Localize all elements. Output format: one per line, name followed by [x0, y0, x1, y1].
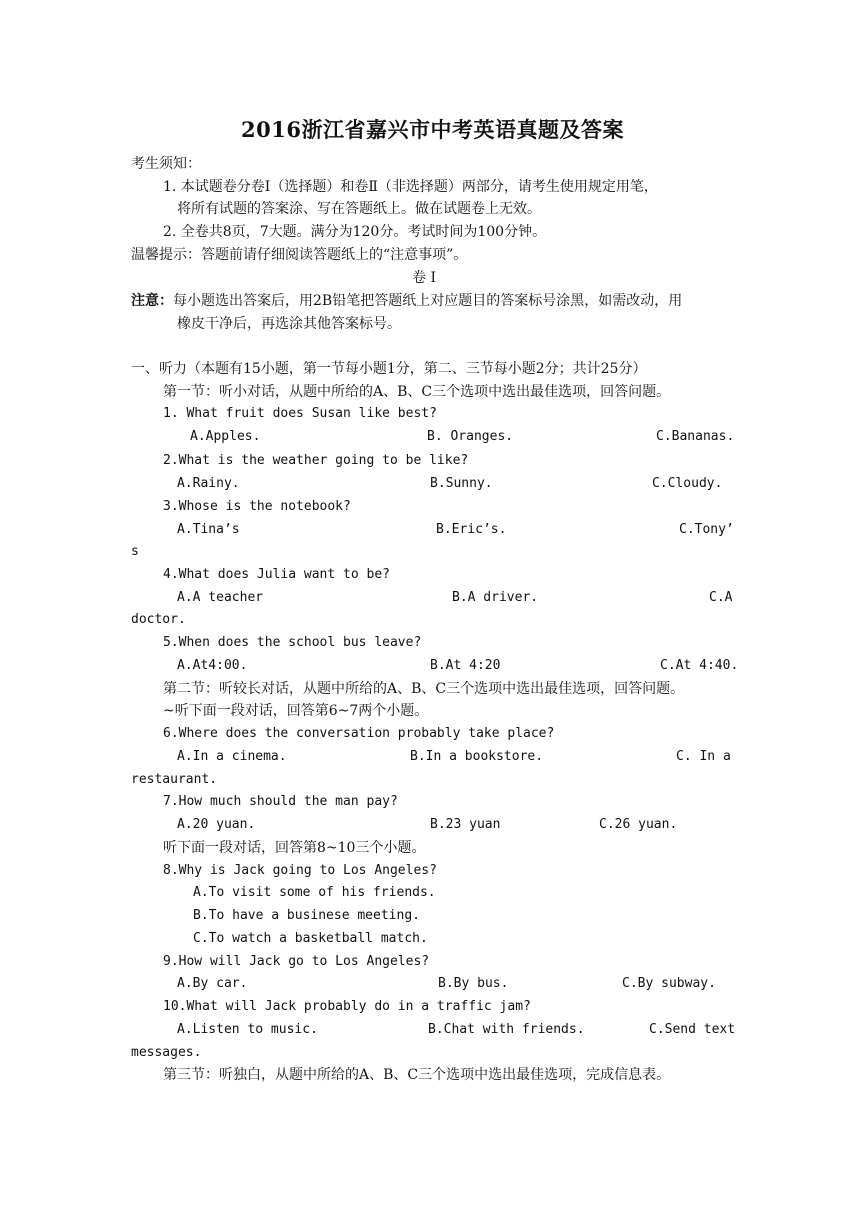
part1-instruction: 第一节：听小对话，从题中所给的A、B、C三个选项中选出最佳选项，回答问题。: [163, 384, 671, 400]
question-10-option-b: B.Chat with friends.: [428, 1022, 585, 1037]
notice-item-1: 1. 本试题卷分卷Ⅰ（选择题）和卷Ⅱ（非选择题）两部分，请考生使用规定用笔，: [163, 179, 658, 195]
question-1-option-c: C.Bananas.: [656, 429, 735, 444]
question-2-option-c: C.Cloudy.: [652, 476, 723, 491]
question-5-option-c: C.At 4:40.: [660, 658, 739, 673]
attention-text: 每小题选出答案后，用2B铅笔把答题纸上对应题目的答案标号涂黑，如需改动，用: [173, 293, 683, 309]
question-4-option-a: A.A teacher: [177, 590, 264, 605]
question-10-option-c-wrap: messages.: [131, 1045, 202, 1060]
question-1-stem: 1. What fruit does Susan like best?: [163, 406, 437, 421]
part3-instruction: 第三节：听独白，从题中所给的A、B、C三个选项中选出最佳选项，完成信息表。: [163, 1067, 671, 1083]
question-1-option-b: B. Oranges.: [427, 429, 514, 444]
question-2-option-a: A.Rainy.: [177, 476, 240, 491]
question-4-option-c-wrap: doctor.: [131, 612, 186, 627]
question-3-option-b: B.Eric’s.: [436, 522, 507, 537]
question-6-option-b: B.In a bookstore.: [410, 749, 544, 764]
question-4-option-c: C.A: [709, 590, 733, 605]
attention-cont: 橡皮干净后，再选涂其他答案标号。: [177, 316, 401, 332]
question-7-option-a: A.20 yuan.: [177, 817, 256, 832]
question-3-option-a: A.Tina’s: [177, 522, 240, 537]
tip-text: 温馨提示：答题前请仔细阅读答题纸上的“注意事项”。: [131, 247, 468, 263]
question-10-option-c: C.Send text: [649, 1022, 736, 1037]
attention-line: [131, 291, 682, 311]
question-3-option-c: C.Tony’: [679, 522, 734, 537]
question-6-option-c-wrap: restaurant.: [131, 772, 218, 787]
question-5-option-a: A.At4:00.: [177, 658, 248, 673]
question-8-stem: 8.Why is Jack going to Los Angeles?: [163, 863, 437, 878]
question-2-stem: 2.What is the weather going to be like?: [163, 453, 469, 468]
question-7-stem: 7.How much should the man pay?: [163, 794, 398, 809]
notice-header: 考生须知：: [131, 156, 201, 172]
question-3-stem: 3.Whose is the notebook?: [163, 499, 351, 514]
question-6-option-c: C. In a: [676, 749, 731, 764]
question-2-option-b: B.Sunny.: [430, 476, 493, 491]
notice-item-2: 2. 全卷共8页，7大题。满分为120分。考试时间为100分钟。: [163, 224, 547, 240]
question-4-option-b: B.A driver.: [452, 590, 539, 605]
question-6-option-a: A.In a cinema.: [177, 749, 287, 764]
question-8-option-c: C.To watch a basketball match.: [193, 931, 428, 946]
question-7-option-b: B.23 yuan: [430, 817, 501, 832]
question-5-stem: 5.When does the school bus leave?: [163, 635, 422, 650]
question-5-option-b: B.At 4:20: [430, 658, 501, 673]
question-8-option-b: B.To have a businese meeting.: [193, 908, 420, 923]
question-7-option-c: C.26 yuan.: [599, 817, 678, 832]
question-3-option-c-wrap: s: [131, 544, 139, 559]
question-9-stem: 9.How will Jack go to Los Angeles?: [163, 954, 430, 969]
question-8-option-a: A.To visit some of his friends.: [193, 885, 436, 900]
section-listening: 一、听力（本题有15小题，第一节每小题1分，第二、三节每小题2分；共计25分）: [131, 361, 647, 377]
question-9-option-c: C.By subway.: [622, 976, 716, 991]
question-4-stem: 4.What does Julia want to be?: [163, 567, 390, 582]
question-6-stem: 6.Where does the conversation probably take place?: [163, 726, 555, 741]
question-9-option-b: B.By bus.: [438, 976, 509, 991]
question-10-stem: 10.What will Jack probably do in a traffic jam?: [163, 999, 531, 1014]
volume-heading: 卷 Ⅰ: [412, 270, 436, 286]
notice-item-1-cont: 将所有试题的答案涂、写在答题纸上。做在试题卷上无效。: [177, 201, 541, 217]
part2-dialogue-2-note: 听下面一段对话，回答第8~10三个小题。: [163, 840, 426, 856]
attention-label: 注意：: [131, 293, 173, 309]
part2-instruction: 第二节：听较长对话，从题中所给的A、B、C三个选项中选出最佳选项，回答问题。: [163, 681, 685, 697]
question-9-option-a: A.By car.: [177, 976, 248, 991]
part2-dialogue-1-note: ~听下面一段对话，回答第6~7两个小题。: [163, 703, 429, 719]
page-title: 2016浙江省嘉兴市中考英语真题及答案: [241, 117, 624, 142]
question-1-option-a: A.Apples.: [190, 429, 261, 444]
question-10-option-a: A.Listen to music.: [177, 1022, 318, 1037]
